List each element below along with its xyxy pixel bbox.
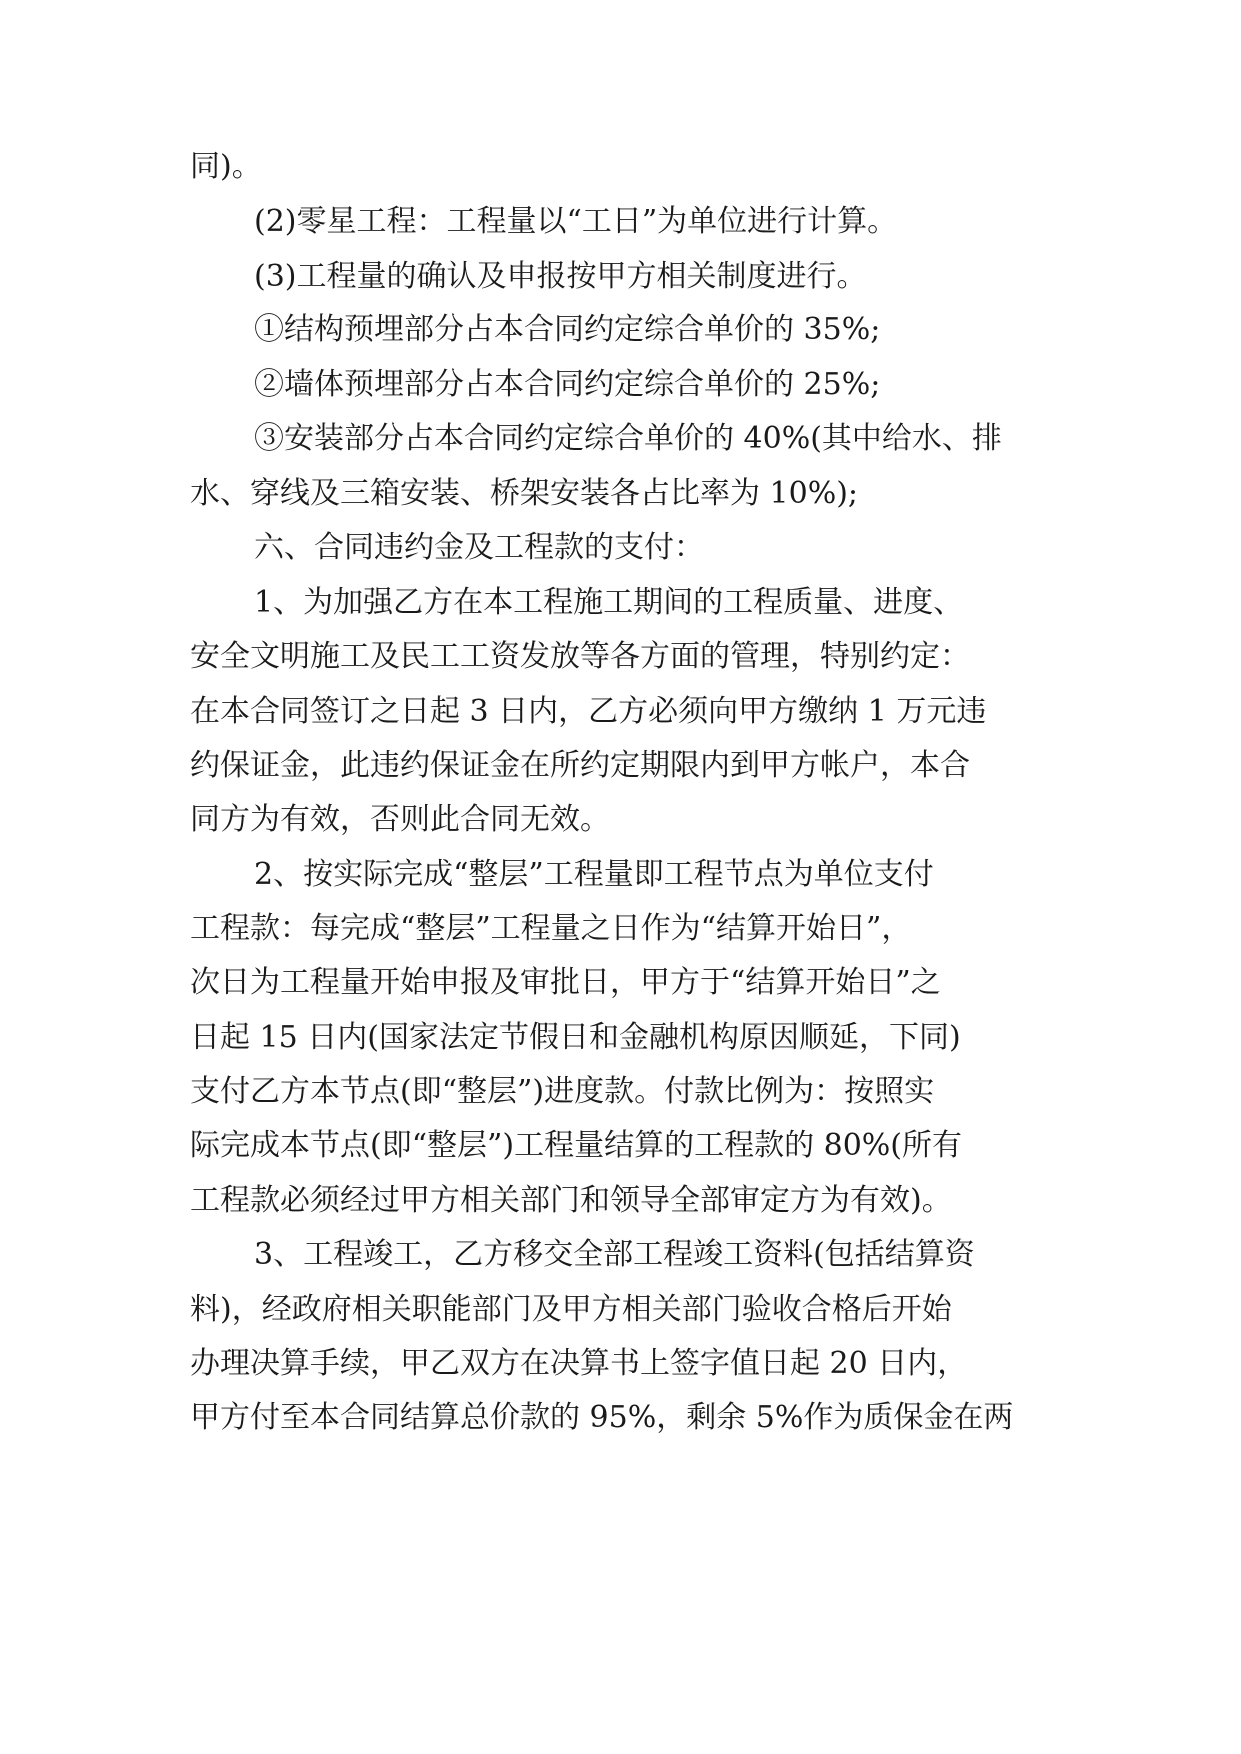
text-line: (3)工程量的确认及申报按甲方相关制度进行。 — [254, 259, 867, 294]
text-line: 支付乙方本节点(即“整层”)进度款。付款比例为：按照实 — [190, 1074, 935, 1109]
text-line: 同)。 — [190, 149, 262, 184]
text-line: 3、工程竣工，乙方移交全部工程竣工资料(包括结算资 — [254, 1237, 975, 1272]
text-line: 甲方付至本合同结算总价款的 95%，剩余 5%作为质保金在两 — [190, 1400, 1014, 1435]
section-heading: 六、合同违约金及工程款的支付： — [254, 530, 704, 565]
text-line: 同方为有效，否则此合同无效。 — [190, 802, 610, 837]
text-line: 2、按实际完成“整层”工程量即工程节点为单位支付 — [254, 857, 934, 892]
text-line: 办理决算手续，甲乙双方在决算书上签字值日起 20 日内， — [190, 1346, 968, 1381]
text-line: 水、穿线及三箱安装、桥架安装各占比率为 10%); — [190, 476, 859, 511]
text-line: 次日为工程量开始申报及审批日，甲方于“结算开始日”之 — [190, 965, 941, 1000]
text-line: 际完成本节点(即“整层”)工程量结算的工程款的 80%(所有 — [190, 1128, 963, 1163]
text-line: 约保证金，此违约保证金在所约定期限内到甲方帐户，本合 — [190, 748, 970, 783]
text-line: 安全文明施工及民工工资发放等各方面的管理，特别约定： — [190, 639, 970, 674]
text-line: 在本合同签订之日起 3 日内，乙方必须向甲方缴纳 1 万元违 — [190, 694, 987, 729]
text-line: 工程款：每完成“整层”工程量之日作为“结算开始日”， — [190, 911, 912, 946]
text-line: ①结构预埋部分占本合同约定综合单价的 35%; — [254, 312, 881, 347]
text-line: (2)零星工程：工程量以“工日”为单位进行计算。 — [254, 204, 898, 239]
text-line: 1、为加强乙方在本工程施工期间的工程质量、进度、 — [254, 585, 964, 620]
text-line: ②墙体预埋部分占本合同约定综合单价的 25%; — [254, 367, 881, 402]
text-line: 料)，经政府相关职能部门及甲方相关部门验收合格后开始 — [190, 1292, 952, 1327]
text-line: 日起 15 日内(国家法定节假日和金融机构原因顺延，下同) — [190, 1020, 961, 1055]
text-line: 工程款必须经过甲方相关部门和领导全部审定方为有效)。 — [190, 1183, 952, 1218]
text-line: ③安装部分占本合同约定综合单价的 40%(其中给水、排 — [254, 421, 1002, 456]
